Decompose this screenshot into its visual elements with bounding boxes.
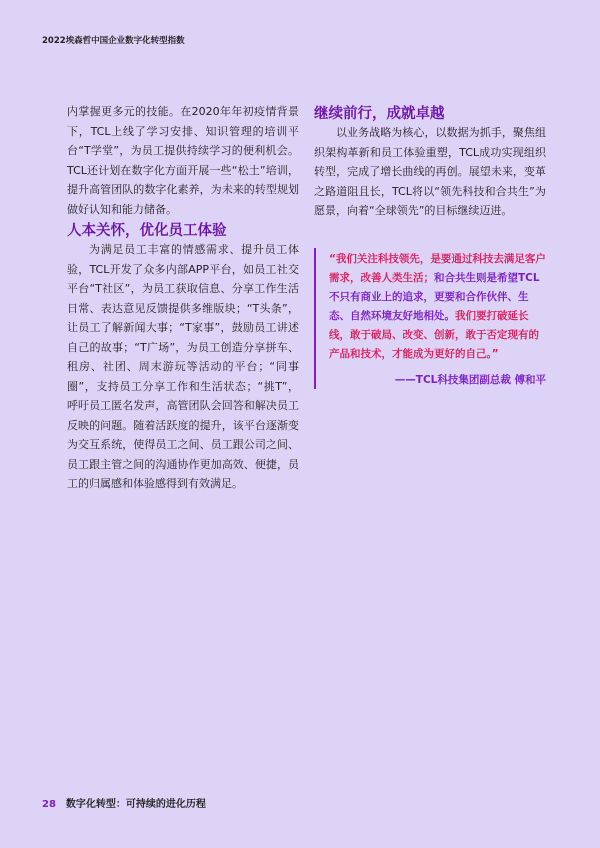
report-header: 2022埃森哲中国企业数字化转型指数	[42, 36, 185, 46]
quote-author: ——TCL科技集团副总裁 傅和平	[394, 373, 546, 386]
pull-quote	[314, 248, 546, 389]
page-footer	[42, 795, 206, 810]
left-paragraph-2: 为满足员工丰富的情感需求、提升员工体验，TCL开发了众多内部APP平台，如员工社交平台“T社区”，为员工获取信息、分享工作生活日常、表达意见反馈提供多维版块；“T头条”，让员工了解新闻大事；“T家事”，鼓励员工讲述自己的故事；“T广场”，为员工创造分享拼车、租房、社团、周末游玩等活动的平台；“同事圈”，支持员工分享工作和生活状态；“挑T”，呼吁员工匿名发声，高管团队会回答和解决员工反映的问题。随着活跃度的提升，该平台逐渐变为交互系统，使得员工之间、员工跟公司之间、员工跟主管之间的沟通协作更加高效、便捷，员工的归属感和体验感得到有效满足。	[67, 243, 299, 490]
quote-text	[329, 250, 546, 364]
page-number: 28	[42, 799, 56, 810]
left-column	[67, 102, 299, 494]
footer-title: 数字化转型：可持续的进化历程	[65, 799, 206, 810]
right-column	[314, 102, 546, 389]
left-paragraph-1: 内掌握更多元的技能。在2020年年初疫情背景下，TCL上线了学习安排、知识管理的培训平台“T学堂”，为员工提供持续学习的便利机会。TCL还计划在数字化方面开展一些“松土”培训，提升高管团队的数字化素养，为未来的转型规划做好认知和能力储备。	[67, 105, 299, 216]
quote-part-3: 我们要打破延长线，敢于破局、改变、创新，敢于否定现有的产品和技术，才能成为更好的自己。”	[329, 309, 539, 360]
section-heading-keep-going: 继续前行，成就卓越	[314, 106, 445, 122]
section-heading-employee-care: 人本关怀，优化员工体验	[67, 223, 227, 239]
right-paragraph: 以业务战略为核心，以数据为抓手，聚焦组织架构革新和员工体验重塑，TCL成功实现组织转型，完成了增长曲线的再创。展望未来，变革之路道阻且长，TCL将以“领先科技和合共生”为愿景，向着“全球领先”的目标继续迈进。	[314, 126, 546, 217]
quote-part-2: 和合共生则是希望TCL不只有商业上的追求，更要和合作伙伴、生态、自然环境友好地相处。	[329, 271, 540, 322]
quote-part-1: “我们关注科技领先，是要通过科技去满足客户需求，改善人类生活；	[329, 252, 546, 284]
